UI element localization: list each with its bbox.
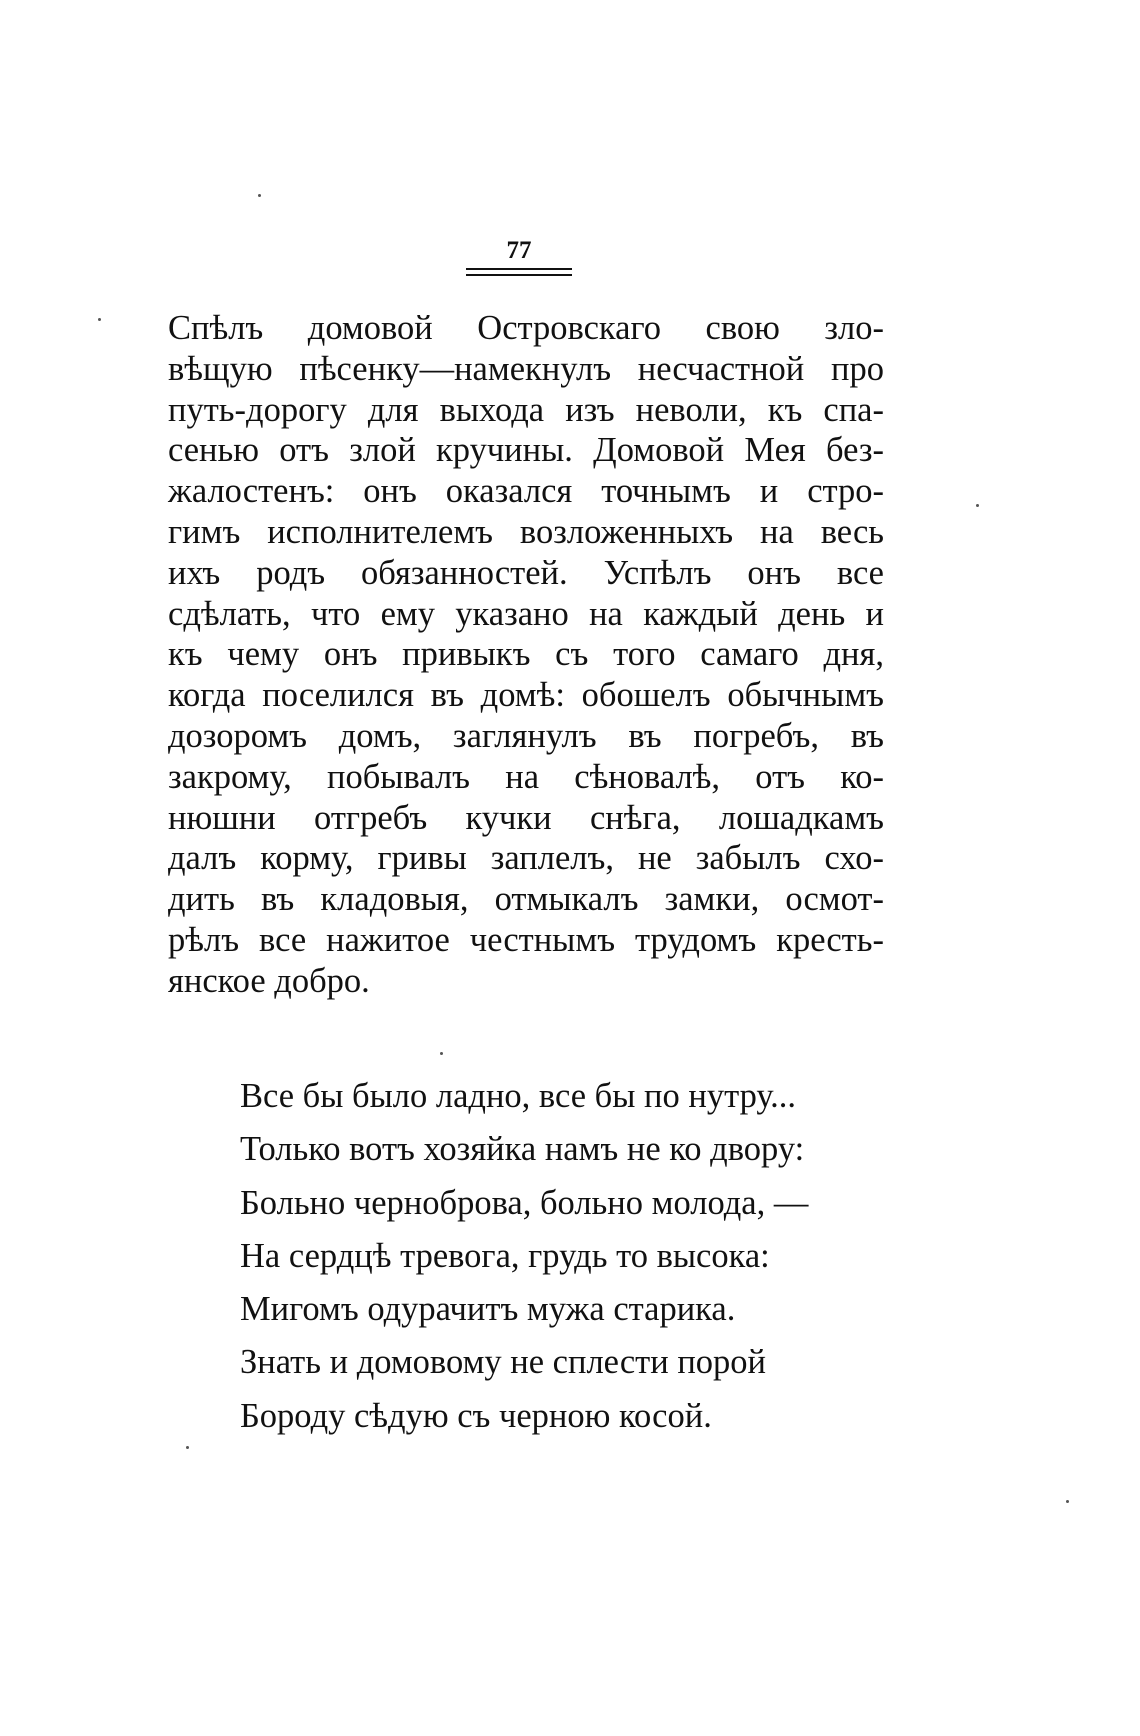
paper-speck xyxy=(1066,1500,1069,1503)
prose-line: янское добро. xyxy=(168,961,370,1000)
prose-line: жалостенъ: онъ оказался точнымъ и стро- xyxy=(168,472,884,511)
paper-speck xyxy=(186,1446,189,1449)
paper-speck xyxy=(98,318,101,321)
paper-speck xyxy=(976,504,979,507)
prose-line: къ чему онъ привыкъ съ того самаго дня, xyxy=(168,635,884,674)
page-number-rule-top xyxy=(466,268,572,270)
prose-line: когда поселился въ домѣ: обошелъ обычнымъ xyxy=(168,676,884,715)
prose-line: путь-дорогу для выхода изъ неволи, къ спа- xyxy=(168,390,884,429)
prose-line: рѣлъ все нажитое честнымъ трудомъ кресть- xyxy=(168,920,884,959)
prose-line: ихъ родъ обязанностей. Успѣлъ онъ все xyxy=(168,553,884,592)
poem-line: Бороду сѣдую съ черною косой. xyxy=(240,1396,712,1435)
prose-paragraph xyxy=(168,308,884,1002)
prose-line: закрому, побывалъ на сѣновалѣ, отъ ко- xyxy=(168,757,884,796)
prose-line: нюшни отгребъ кучки снѣга, лошадкамъ xyxy=(168,798,884,837)
prose-line: дозоромъ домъ, заглянулъ въ погребъ, въ xyxy=(168,716,884,755)
prose-line: сенью отъ злой кручины. Домовой Мея без- xyxy=(168,431,884,470)
prose-line: Спѣлъ домовой Островскаго свою зло- xyxy=(168,309,884,347)
prose-line: сдѣлать, что ему указано на каждый день и xyxy=(168,594,884,633)
poem-line: Все бы было ладно, все бы по нутру... xyxy=(240,1077,797,1115)
prose-line: далъ корму, гривы заплелъ, не забылъ схо- xyxy=(168,839,884,878)
poem-line: Мигомъ одурачитъ мужа старика. xyxy=(240,1290,736,1329)
poem-line: Знать и домовому не сплести порой xyxy=(240,1343,766,1382)
poem-line: Только вотъ хозяйка намъ не ко двору: xyxy=(240,1130,805,1169)
paper-speck xyxy=(440,1052,443,1055)
page-number-rule-bottom xyxy=(466,274,572,276)
poem-line: На сердцѣ тревога, грудь то высока: xyxy=(240,1236,770,1275)
prose-line: гимъ исполнителемъ возложенныхъ на весь xyxy=(168,512,884,551)
page-number: 77 xyxy=(506,237,532,264)
prose-line: вѣщую пѣсенку—намекнулъ несчастной про xyxy=(168,349,884,388)
poem-line: Больно черноброва, больно молода, — xyxy=(240,1183,809,1222)
paper-speck xyxy=(258,194,261,197)
prose-line: дить въ кладовыя, отмыкалъ замки, осмот- xyxy=(168,880,884,919)
poem-stanza xyxy=(240,1070,900,1443)
